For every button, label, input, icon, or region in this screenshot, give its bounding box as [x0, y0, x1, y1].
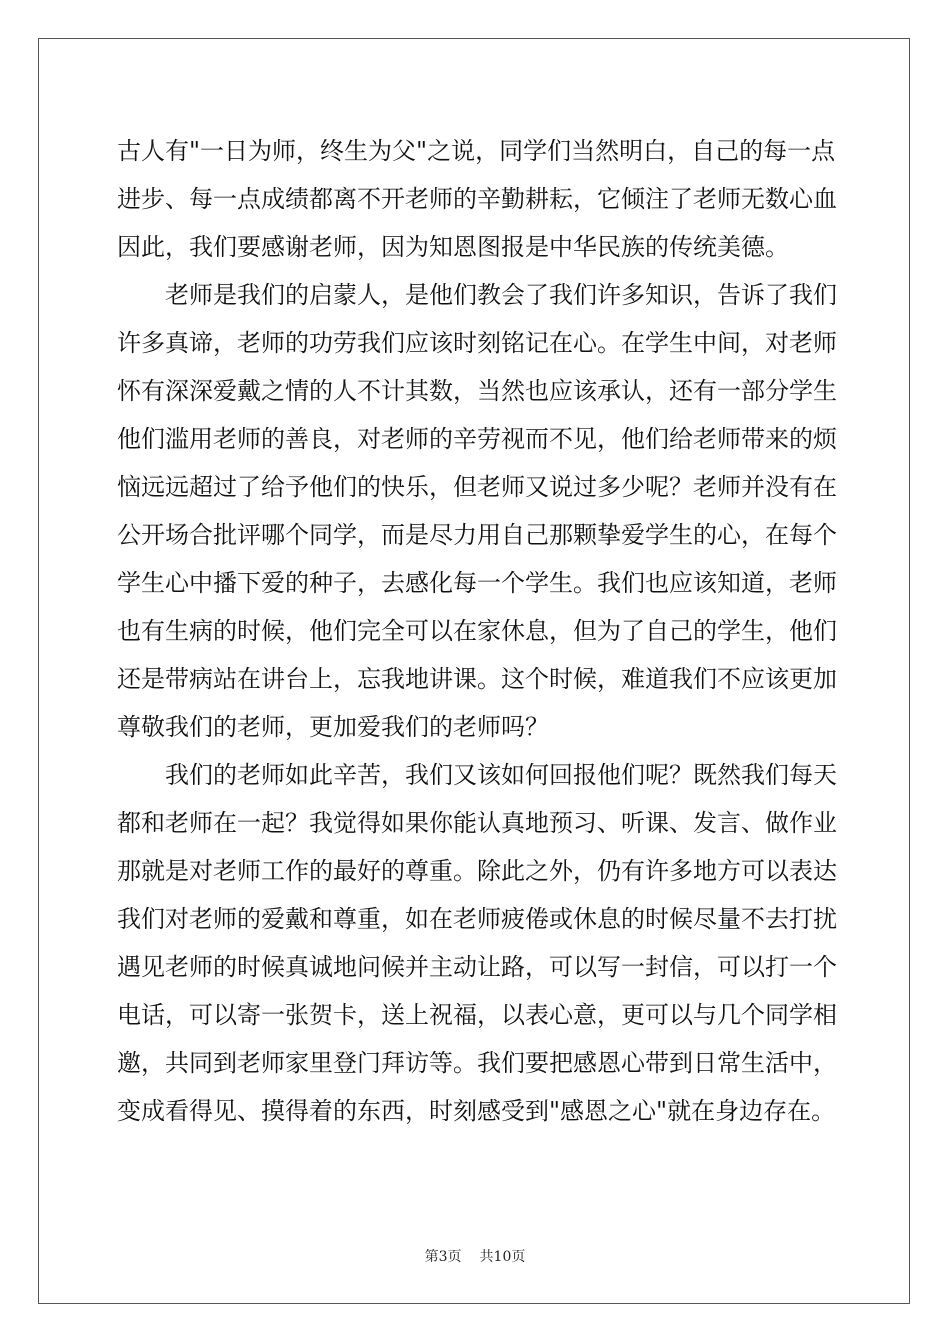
text-line: 古人有"一日为师，终生为父"之说，同学们当然明白，自己的每一点 — [117, 137, 836, 165]
text-line: 变成看得见、摸得着的东西，时刻感受到"感恩之心"就在身边存在。 — [117, 1097, 836, 1125]
text-line: 许多真谛，老师的功劳我们应该时刻铭记在心。在学生中间，对老师 — [117, 329, 837, 357]
text-line: 恼远远超过了给予他们的快乐，但老师又说过多少呢？老师并没有在 — [117, 473, 837, 501]
text-line: 遇见老师的时候真诚地问候并主动让路，可以写一封信，可以打一个 — [117, 953, 837, 981]
text-line: 因此，我们要感谢老师，因为知恩图报是中华民族的传统美德。 — [117, 233, 789, 261]
page-number: 第3页 — [424, 1249, 462, 1265]
text-line: 也有生病的时候，他们完全可以在家休息，但为了自己的学生，他们 — [117, 617, 837, 645]
text-line: 进步、每一点成绩都离不开老师的辛勤耕耘，它倾注了老师无数心血 — [117, 185, 837, 213]
paragraph-start-line: 我们的老师如此辛苦，我们又该如何回报他们呢？既然我们每天 — [165, 761, 837, 789]
text-line: 公开场合批评哪个同学，而是尽力用自己那颗挚爱学生的心，在每个 — [117, 521, 837, 549]
text-line: 怀有深深爱戴之情的人不计其数，当然也应该承认，还有一部分学生 — [117, 377, 837, 405]
text-line: 电话，可以寄一张贺卡，送上祝福，以表心意，更可以与几个同学相 — [117, 1001, 837, 1029]
text-line: 还是带病站在讲台上，忘我地讲课。这个时候，难道我们不应该更加 — [117, 665, 837, 693]
paragraph-start-line: 老师是我们的启蒙人，是他们教会了我们许多知识，告诉了我们 — [165, 281, 837, 309]
text-line: 邀，共同到老师家里登门拜访等。我们要把感恩心带到日常生活中， — [117, 1049, 837, 1077]
text-line: 那就是对老师工作的最好的尊重。除此之外，仍有许多地方可以表达 — [117, 857, 837, 885]
text-line: 我们对老师的爱戴和尊重，如在老师疲倦或休息的时候尽量不去打扰 — [117, 905, 837, 933]
page-footer — [0, 1247, 950, 1267]
page-total: 共10页 — [479, 1249, 526, 1265]
text-line: 尊敬我们的老师，更加爱我们的老师吗？ — [117, 713, 549, 741]
text-line: 学生心中播下爱的种子，去感化每一个学生。我们也应该知道，老师 — [117, 569, 837, 597]
text-line: 他们滥用老师的善良，对老师的辛劳视而不见，他们给老师带来的烦 — [117, 425, 837, 453]
text-line: 都和老师在一起？我觉得如果你能认真地预习、听课、发言、做作业 — [117, 809, 837, 837]
